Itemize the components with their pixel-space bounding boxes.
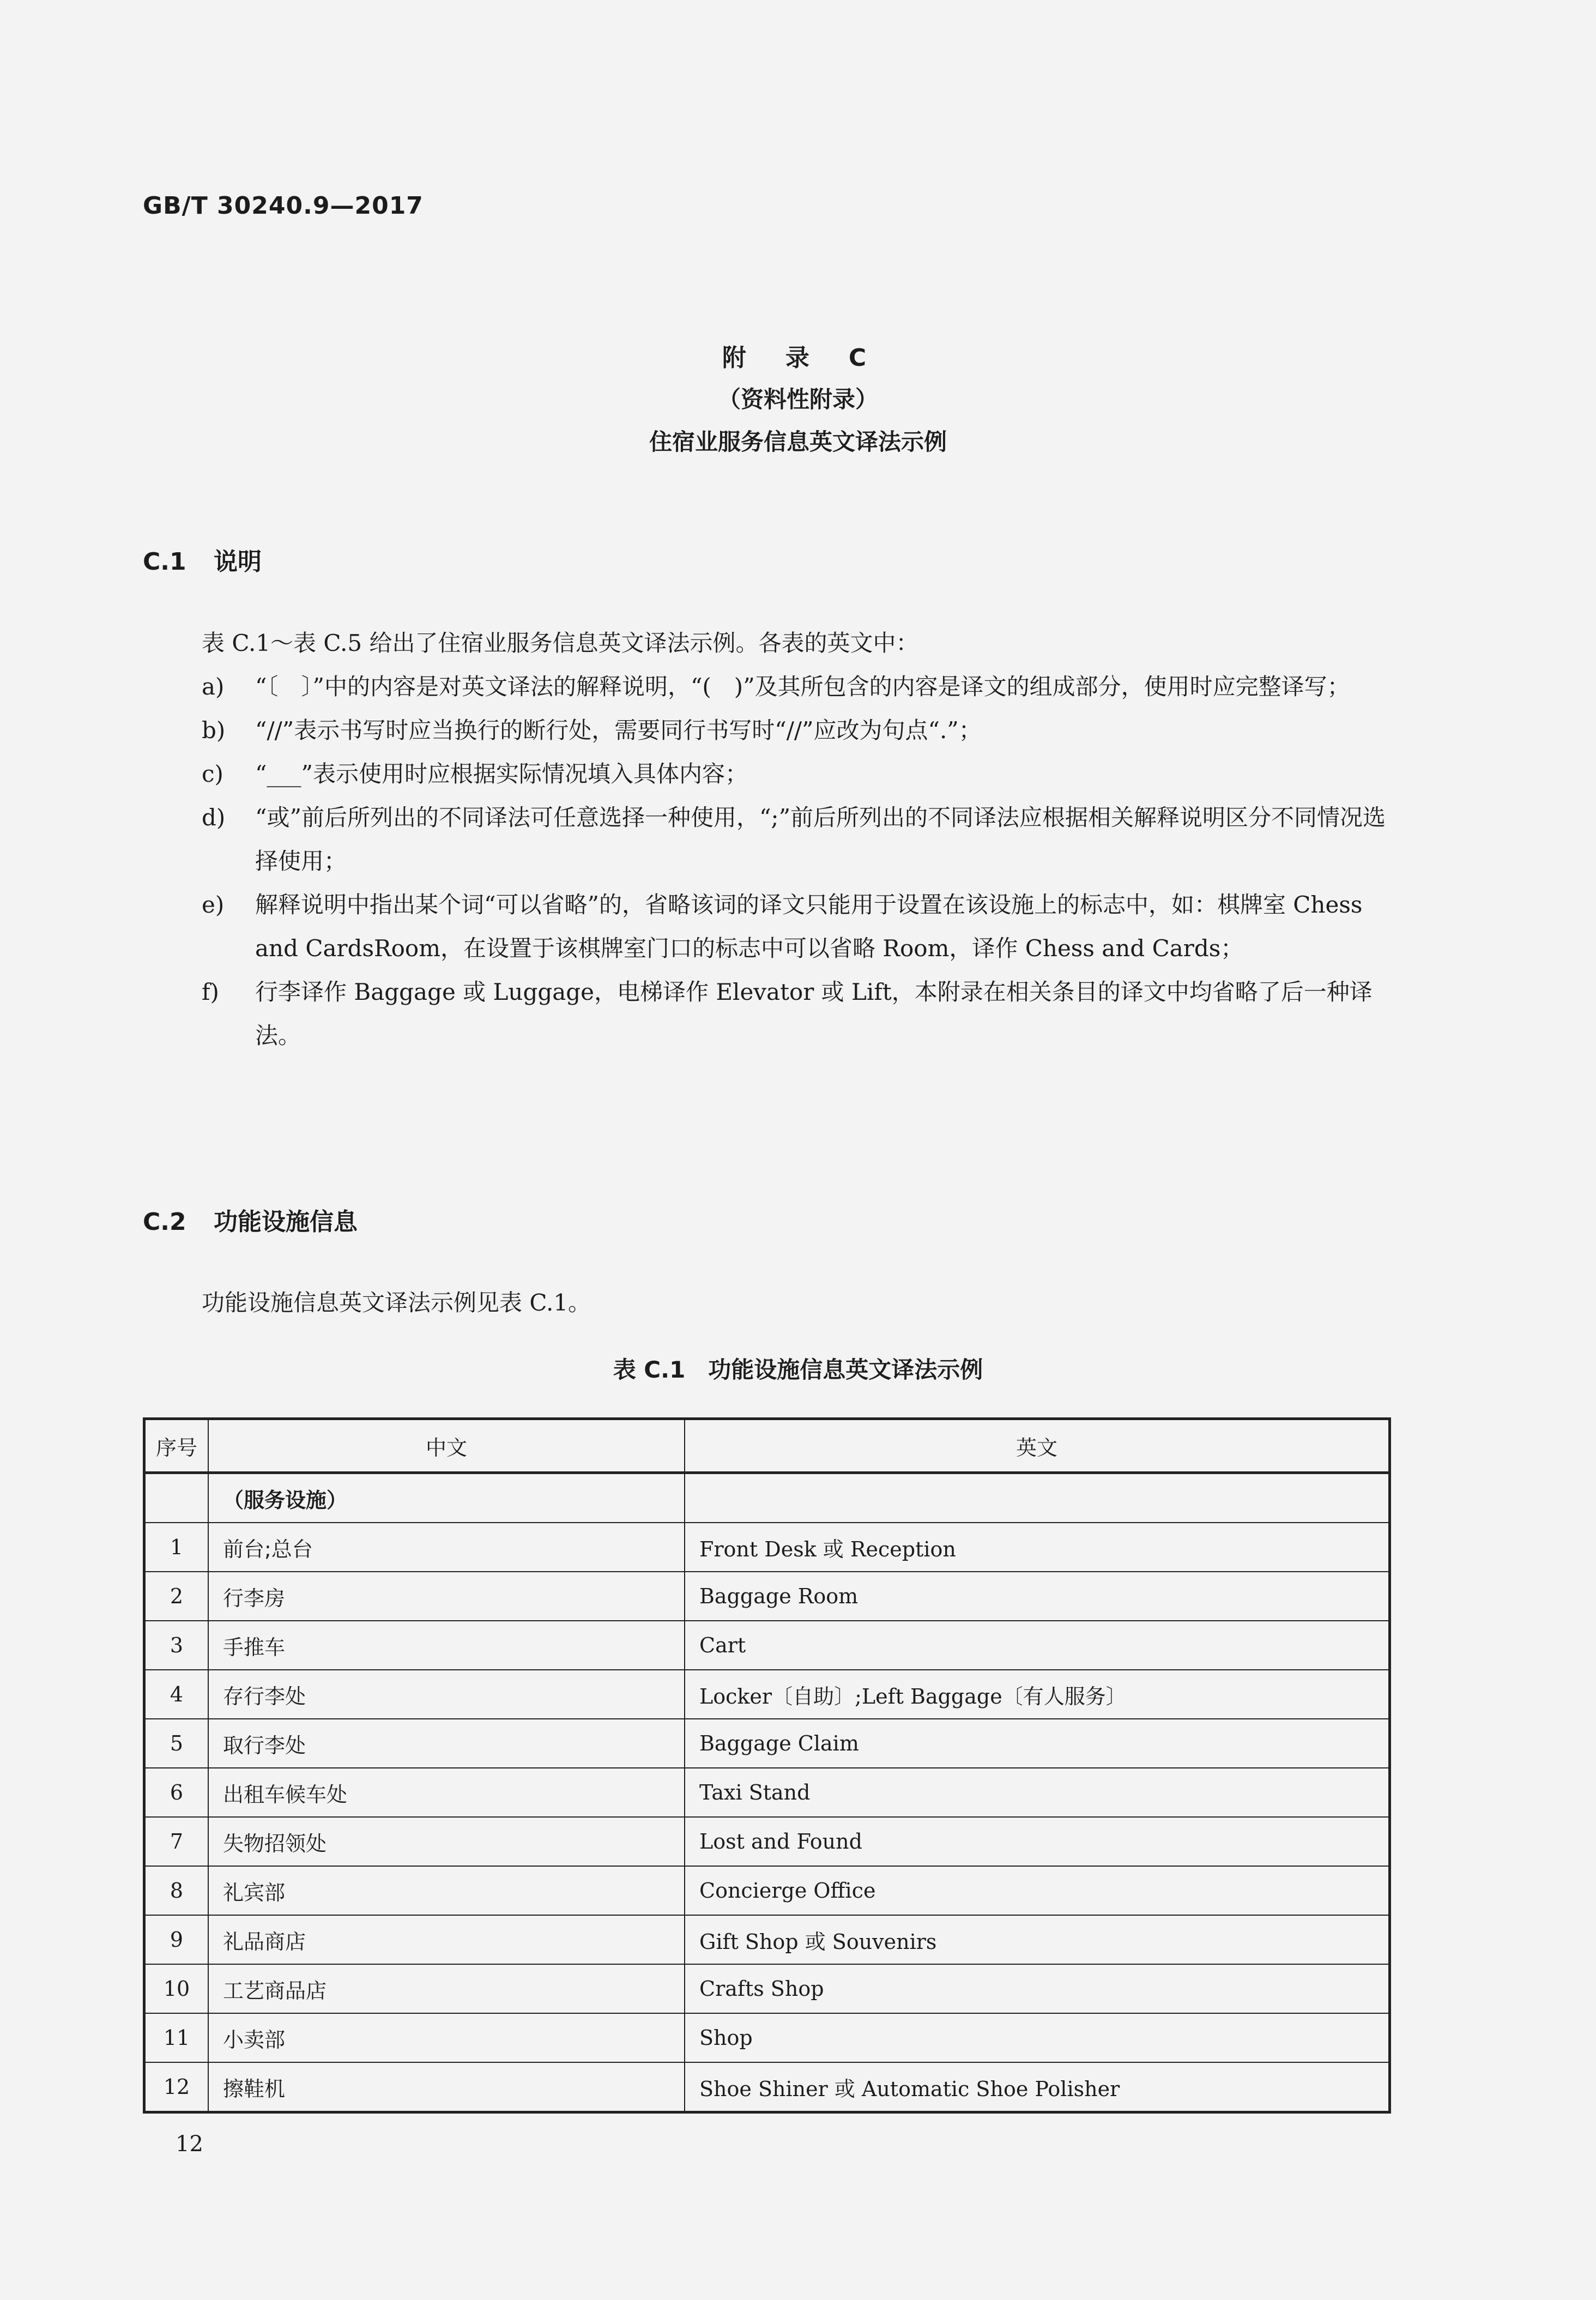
table-cell-number: 7 — [144, 1817, 209, 1866]
appendix-label: 附 录 C — [722, 344, 874, 372]
table-group-row — [144, 1473, 1390, 1523]
column-header-english: 英文 — [685, 1419, 1390, 1473]
table-cell-number: 10 — [144, 1964, 209, 2013]
table-cell-chinese: 礼宾部 — [208, 1866, 685, 1915]
table-row — [144, 1915, 1390, 1964]
item-text: 解释说明中指出某个词“可以省略”的，省略该词的译文只能用于设置在该设施上的标志中，如：棋牌室 Chess and CardsRoom，在设置于该棋牌室门口的标志中可以省略 Room，译作 Chess and Cards； — [255, 891, 1363, 962]
table-cell-chinese: 手推车 — [208, 1621, 685, 1670]
item-text: “〔 〕”中的内容是对英文译法的解释说明，“( )”及其所包含的内容是译文的组成部分，使用时应完整译写； — [255, 673, 1350, 700]
table-cell-number: 6 — [144, 1768, 209, 1817]
table-row — [144, 1523, 1390, 1572]
table-cell-number: 12 — [144, 2062, 209, 2112]
table-cell-number: 11 — [144, 2013, 209, 2062]
explanation-list — [202, 665, 1395, 1058]
table-cell-number: 8 — [144, 1866, 209, 1915]
table-group-label: （服务设施） — [208, 1473, 685, 1523]
item-marker: d) — [202, 804, 226, 831]
table-cell-chinese: 小卖部 — [208, 2013, 685, 2062]
table-cell-number: 3 — [144, 1621, 209, 1670]
table-row — [144, 1964, 1390, 2013]
item-marker: f) — [202, 979, 219, 1005]
table-cell-english: Concierge Office — [685, 1866, 1390, 1915]
table-cell-chinese: 出租车候车处 — [208, 1768, 685, 1817]
table-header-row — [144, 1419, 1390, 1473]
table-caption: 表 C.1 功能设施信息英文译法示例 — [613, 1356, 983, 1383]
section-c2-heading — [143, 1202, 358, 1237]
explanation-item — [202, 709, 1395, 752]
table-cell-number: 1 — [144, 1523, 209, 1572]
table-cell-number: 9 — [144, 1915, 209, 1964]
section-number: C.2 — [143, 1208, 186, 1236]
table-cell-english: Locker〔自助〕;Left Baggage〔有人服务〕 — [685, 1670, 1390, 1719]
explanation-item — [202, 796, 1395, 883]
table-cell-chinese: 取行李处 — [208, 1719, 685, 1768]
table-row — [144, 1572, 1390, 1621]
item-text: 行李译作 Baggage 或 Luggage，电梯译作 Elevator 或 Lift，本附录在相关条目的译文中均省略了后一种译法。 — [255, 979, 1373, 1049]
item-text: “___”表示使用时应根据实际情况填入具体内容； — [255, 760, 748, 787]
table-cell-chinese: 失物招领处 — [208, 1817, 685, 1866]
table-cell-chinese: 工艺商品店 — [208, 1964, 685, 2013]
appendix-type: （资料性附录） — [717, 386, 878, 413]
table-row — [144, 1866, 1390, 1915]
section-title: 功能设施信息 — [214, 1208, 358, 1236]
facility-translation-table — [143, 1417, 1391, 2114]
item-marker: b) — [202, 717, 226, 744]
table-cell-number: 5 — [144, 1719, 209, 1768]
table-cell-english: Shoe Shiner 或 Automatic Shoe Polisher — [685, 2062, 1390, 2112]
item-text: “或”前后所列出的不同译法可任意选择一种使用，“;”前后所列出的不同译法应根据相关解释说明区分不同情况选择使用； — [255, 804, 1386, 874]
table-cell-english: Taxi Stand — [685, 1768, 1390, 1817]
section-number: C.1 — [143, 548, 186, 576]
table-cell-chinese: 行李房 — [208, 1572, 685, 1621]
table-row — [144, 1621, 1390, 1670]
item-marker: a) — [202, 673, 225, 700]
table-cell-chinese: 前台;总台 — [208, 1523, 685, 1572]
explanation-item — [202, 752, 1395, 796]
table-cell-english: Shop — [685, 2013, 1390, 2062]
explanation-item — [202, 970, 1395, 1058]
column-header-number: 序号 — [144, 1419, 209, 1473]
table-cell-number — [144, 1473, 209, 1523]
explanation-item — [202, 665, 1395, 709]
table-row — [144, 1719, 1390, 1768]
table-row — [144, 1768, 1390, 1817]
section-c2-text: 功能设施信息英文译法示例见表 C.1。 — [202, 1289, 591, 1316]
table-cell-chinese: 擦鞋机 — [208, 2062, 685, 2112]
table-cell-english: Front Desk 或 Reception — [685, 1523, 1390, 1572]
table-cell-english: Baggage Room — [685, 1572, 1390, 1621]
section-title: 说明 — [214, 548, 262, 576]
table-cell-english: Gift Shop 或 Souvenirs — [685, 1915, 1390, 1964]
table-row — [144, 2013, 1390, 2062]
table-cell-number: 2 — [144, 1572, 209, 1621]
table-cell-english: Lost and Found — [685, 1817, 1390, 1866]
item-marker: e) — [202, 891, 225, 918]
column-header-chinese: 中文 — [208, 1419, 685, 1473]
document-code: GB/T 30240.9—2017 — [143, 192, 424, 220]
table-cell-english: Baggage Claim — [685, 1719, 1390, 1768]
table-row — [144, 1817, 1390, 1866]
item-marker: c) — [202, 760, 223, 787]
explanation-item — [202, 883, 1395, 970]
table-cell-english: Crafts Shop — [685, 1964, 1390, 2013]
section-c1-intro: 表 C.1～表 C.5 给出了住宿业服务信息英文译法示例。各表的英文中： — [202, 630, 919, 656]
table-cell-english: Cart — [685, 1621, 1390, 1670]
table-body — [144, 1473, 1390, 2112]
table-cell-chinese: 存行李处 — [208, 1670, 685, 1719]
table-row — [144, 1670, 1390, 1719]
section-c1-heading — [143, 542, 262, 577]
table-cell-chinese: 礼品商店 — [208, 1915, 685, 1964]
table-cell-number: 4 — [144, 1670, 209, 1719]
table-row — [144, 2062, 1390, 2112]
page-number: 12 — [176, 2132, 203, 2157]
table-cell-english — [685, 1473, 1390, 1523]
appendix-title: 住宿业服务信息英文译法示例 — [649, 428, 947, 455]
item-text: “//”表示书写时应当换行的断行处，需要同行书写时“//”应改为句点“.”； — [255, 717, 982, 744]
